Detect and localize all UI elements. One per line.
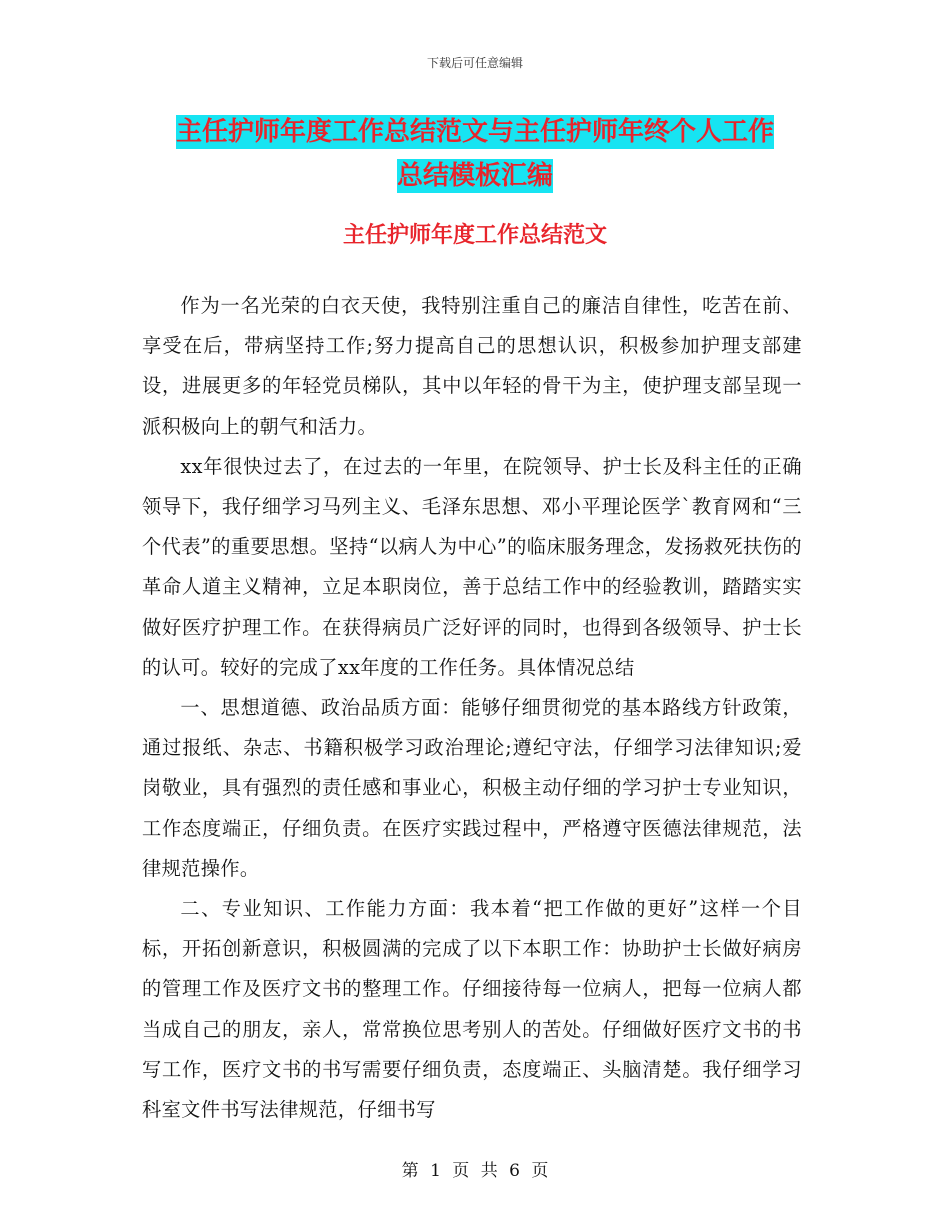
section-title: 主任护师年度工作总结范文 <box>342 223 607 248</box>
header-note: 下载后可任意编辑 <box>426 56 523 70</box>
page-footer: 第 1 页 共 6 页 <box>401 1161 549 1181</box>
document-title-line-1 <box>0 110 950 154</box>
paragraph: 作为一名光荣的白衣天使，我特别注重自己的廉洁自律性，吃苦在前、享受在后，带病坚持工作;努力提高自己的思想认识，积极参加护理支部建设，进展更多的年轻党员梯队，其中以年轻的骨干为主，使护理支部呈现一派积极向上的朝气和活力。 <box>142 294 802 438</box>
paragraph: xx年很快过去了，在过去的一年里，在院领导、护士长及科主任的正确领导下，我仔细学习马列主义、毛泽东思想、邓小平理论医学`教育网和“三个代表”的重要思想。坚持“以病人为中心”的临床服务理念，发扬救死扶伤的革命人道主义精神，立足本职岗位，善于总结工作中的经验教训，踏踏实实做好医疗护理工作。在获得病员广泛好评的同时，也得到各级领导、护士长的认可。较好的完成了xx年度的工作任务。具体情况总结 <box>142 454 802 679</box>
document-title <box>0 110 950 198</box>
document-title-line-2 <box>0 154 950 198</box>
paragraph: 一、思想道德、政治品质方面：能够仔细贯彻党的基本路线方针政策，通过报纸、杂志、书籍积极学习政治理论;遵纪守法，仔细学习法律知识;爱岗敬业，具有强烈的责任感和事业心，积极主动仔细的学习护士专业知识，工作态度端正，仔细负责。在医疗实践过程中，严格遵守医德法律规范，法律规范操作。 <box>142 696 802 880</box>
paragraph: 二、专业知识、工作能力方面：我本着“把工作做的更好”这样一个目标，开拓创新意识，积极圆满的完成了以下本职工作：协助护士长做好病房的管理工作及医疗文书的整理工作。仔细接待每一位病人，把每一位病人都当成自己的朋友，亲人，常常换位思考别人的苦处。仔细做好医疗文书的书写工作，医疗文书的书写需要仔细负责，态度端正、头脑清楚。我仔细学习科室文件书写法律规范，仔细书写 <box>142 897 802 1122</box>
document-body <box>142 286 802 1130</box>
title-highlight-1: 主任护师年度工作总结范文与主任护师年终个人工作 <box>175 117 774 147</box>
title-highlight-2: 总结模板汇编 <box>396 161 553 191</box>
